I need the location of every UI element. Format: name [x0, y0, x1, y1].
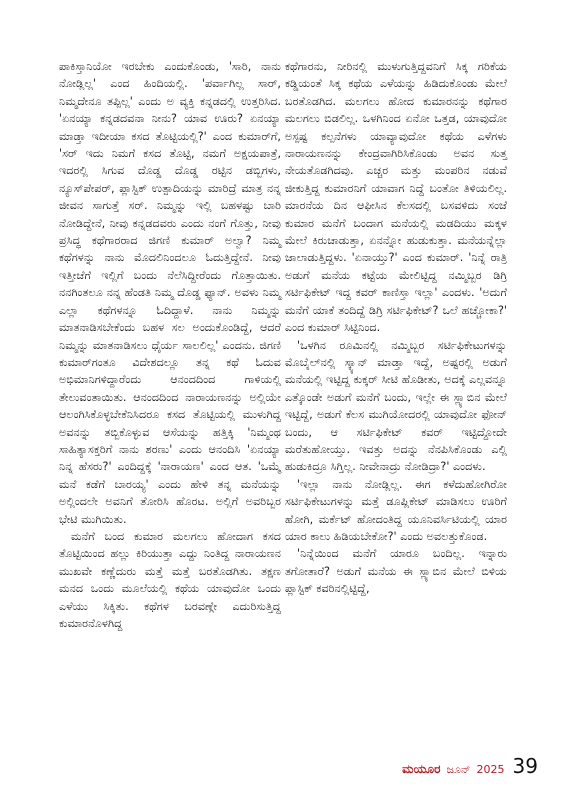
- paragraph: 'ನಿನ್ನೆಯಿಂದ ಮನೆಗೆ ಯಾರೂ ಬಂದಿಲ್ಲ. ಇನ್ನಾರು ತಗೋತಾರೆ? ಅಡುಗೆ ಮನೆಯ ಈ ಸ್ಲ್ಯಾಬಿನ ಮೇಲೆ ಬಿಳಿಯ ಪ್ಲಾಸ್ಟಿಕ್ ಕವರಿನಲ್ಲಿಟ್ಟಿದ್ದೆ,: [285, 547, 507, 596]
- paragraph: ಪಾಕಿಸ್ತಾನಿಯೋ ಇರಬೇಕು ಎಂದುಕೊಂಡು, 'ಸಾರಿ, ನಾನು ನೋಡ್ಲಿಲ್ಲ' ಎಂದ ಹಿಂದಿಯಲ್ಲಿ. 'ಪರ್ವಾಗಿಲ್ಲ ಸಾರ್, ನಿಮ್ಮದೇನೂ ತಪ್ಪಿಲ್ಲ' ಎಂದು ಅ ವ್ಯಕ್ತಿ ಕನ್ನಡದಲ್ಲಿ ಉತ್ತರಿಸಿದ. 'ಏನಯ್ಯಾ ಕನ್ನಡದವನಾ ನೀನು? ಯಾವ ಊರು? ಏನಯ್ಯಾ ಮಾಡ್ತಾ ಇದೀಯಾ ಕಸದ ತೊಟ್ಟಿಯಲ್ಲಿ?' ಎಂದ ಕುಮಾರ್‌ಗೆ, 'ಸರ್ ಇದು ನಿಮಗೆ ಕಸದ ತೊಟ್ಟಿ, ನಮಗೆ ಅಕ್ಷಯಪಾತ್ರೆ, ಇದರಲ್ಲಿ ಸಿಗುವ ದೊಡ್ಡ ದೊಡ್ಡ ರಟ್ಟಿನ ಡಬ್ಬಿಗಳು, ನ್ಯೂಸ್‌ಪೇಪರ್, ಪ್ಲಾಸ್ಟಿಕ್ ಉತ್ಪಾದಿಯನ್ನು ಮಾರಿದ್ರೆ ಮಾತ್ರ ನನ್ನ ಜೀವನ ಸಾಗುತ್ತೆ ಸರ್. ನಿಮ್ಮನ್ನು ಇಲ್ಲಿ ಬಹಳಷ್ಟು ಬಾರಿ ನೋಡಿದ್ದೇನೆ, ನೀವು ಕನ್ನಡದವರು ಎಂದು ನಂಗೆ ಗೊತ್ತು, ನೀವು ಪ್ರಸಿದ್ಧ ಕಥೆಗಾರರಾದ ಜಿಗಣಿ ಕುಮಾರ್ ಅಲ್ವಾ? ನಿಮ್ಮ ಕಥೆಗಳನ್ನು ನಾನು ಮೊದಲಿನಿಂದಲೂ ಓದುತ್ತಿದ್ದೇನೆ. ನೀವು ಇತ್ತೀಚೆಗೆ ಇಲ್ಲಿಗೆ ಬಂದು ನೆಲೆಸಿದ್ದೀರೆಂದು ಗೊತ್ತಾಯಿತು. ನನಗಿಂತಲೂ ನನ್ನ ಹೆಂಡತಿ ನಿಮ್ಮ ದೊಡ್ಡ ಫ್ಯಾನ್. ಅವಳು ನಿಮ್ಮ ಎಲ್ಲಾ ಕಥೆಗಳನ್ನೂ ಓದಿದ್ದಾಳೆ. ನಾನು ನಿಮ್ಮನ್ನು ಮಾತನಾಡಿಸಬೇಕೆಂದು ಬಹಳ ಸಲ ಅಂದುಕೊಂಡಿದ್ದೆ, ಆದರೆ ನಿಮ್ಮನ್ನು ಮಾತನಾಡಿಸಲು ಧೈರ್ಯ ಸಾಲಲಿಲ್ಲ' ಎಂದನು. ಜಿಗಣಿ ಕುಮಾರ್‌ಗಂತೂ ವಿದೇಶದಲ್ಲೂ ತನ್ನ ಕಥೆ ಓದುವ ಅಭಿಮಾನಿಗಳಿದ್ದಾರೆಂದು ಆನಂದದಿಂದ ಗಾಳಿಯಲ್ಲಿ ತೇಲುವಂತಾಯಿತು. ಆನಂದದಿಂದ ನಾರಾಯಣನನ್ನು ಅಲ್ಲಿಯೇ ಆಲಂಗಿಸಿಕೊಳ್ಳಬೇಕೆನಿಸಿದರೂ ಕಸದ ತೊಟ್ಟಿಯಲ್ಲಿ ಮುಳುಗಿದ್ದ ಅವನನ್ನು ತಬ್ಬಿಕೊಳ್ಳುವ ಆಸೆಯನ್ನು ಹತ್ತಿಕ್ಕಿ 'ನಿಮ್ಮಂಥ ಸಾಹಿತ್ಯಾಸಕ್ತರಿಗೆ ನಾನು ಶರಣು' ಎಂದು ಆನಂದಿಸಿ 'ಏನಯ್ಯಾ ನಿನ್ನ ಹೆಸರು?' ಎಂದಿದ್ದಕ್ಕೆ 'ನಾರಾಯಣ' ಎಂದ ಆತ. 'ಒಮ್ಮೆ ಮನೆ ಕಡೆಗೆ ಬಾರಯ್ಯ' ಎಂದು ಹೇಳಿ ತನ್ನ ಮನೆಯನ್ನು ಅಲ್ಲಿಂದಲೇ ಅವನಿಗೆ ತೋರಿಸಿ ಹೊರಟ. ಅಲ್ಲಿಗೆ ಅವರಿಬ್ಬರ ಭೇಟಿ ಮುಗಿಯಿತು.: [59, 60, 281, 526]
- paragraph: 'ಒಳಗಿನ ರೂಮಿನಲ್ಲಿ ನಮ್ಮಿಬ್ಬರ ಸರ್ಟಿಫಿಕೇಟುಗಳನ್ನು ಮೊಬೈಲ್‌ನಲ್ಲಿ ಸ್ಕ್ಯಾನ್ ಮಾಡ್ತಾ ಇದ್ದೆ, ಅಷ್ಟರಲ್ಲಿ ಅಡುಗೆ ಮನೆಯಲ್ಲಿ ಇಟ್ಟಿದ್ದ ಕುಕ್ಕರ್ ಸೀಟಿ ಹೊಡೀತು, ಅದಕ್ಕೆ ಎಲ್ಲವನ್ನೂ ಎತ್ಕೊಂಡೇ ಅಡುಗೆ ಮನೆಗೆ ಬಂದು, ಇಲ್ಲೇ ಈ ಸ್ಲ್ಯಾಬಿನ ಮೇಲೆ ಇಟ್ಟಿದ್ದೆ, ಅಡುಗೆ ಕೆಲಸ ಮುಗಿಯೋದರಲ್ಲಿ ಯಾವುದೋ ಫೋನ್ ಬಂದು, ಆ ಸರ್ಟಿಫಿಕೇಟ್ ಕವರ್ ಇಟ್ಟಿದ್ದೋದೇ ಮರೆತುಹೋಯ್ತು. ಇವತ್ತು ಅದನ್ನು ನೆನಪಿಸಿಕೊಂಡು ಎಲ್ಲಿ ಹುಡುಕಿದ್ರೂ ಸಿಗ್ತಿಲ್ಲ. ನೀವೇನಾದ್ರು ನೋಡಿದ್ರಾ?' ಎಂದಳು.: [285, 338, 507, 474]
- paragraph: ಮನೆಗೆ ಬಂದ ಕುಮಾರ ಮಲಗಲು ಹೋದಾಗ ಕಸದ ತೊಟ್ಟಿಯಿಂದ ಹಲ್ಲು ಕಿರಿಯುತ್ತಾ ಎದ್ದು ನಿಂತಿದ್ದ ನಾರಾಯಣನ ಮುಖವೇ ಕಣ್ಣೆದುರು ಮತ್ತೆ ಮತ್ತೆ ಬರತೊಡಗಿತು. ತಕ್ಷಣ ಮನದ ಒಂದು ಮೂಲೆಯಲ್ಲಿ ಕಥೆಯ ಯಾವುದೋ ಒಂದು ಎಳೆಯು ಸಿಕ್ಕಿತು. ಕಥೆಗಳ ಬರವಣ್ಗೇ ಎದುರಿಸುತ್ತಿದ್ದ ಕುಮಾರನೊಳಗಿದ್ದ: [59, 529, 281, 630]
- left-text-column: [59, 58, 281, 632]
- page-number: 39: [512, 754, 538, 778]
- paragraph: ಕಥೆಗಾರನು, ನೀರಿನಲ್ಲಿ ಮುಳುಗುತ್ತಿದ್ದವನಿಗೆ ಸಿಕ್ಕ ಗರಿಕೆಯ ಕಡ್ಡಿಯಂತೆ ಸಿಕ್ಕ ಕಥೆಯ ಎಳೆಯನ್ನು ಹಿಡಿದುಕೊಂಡು ಮೇಲೆ ಬರತೊಡಗಿದ. ಮಲಗಲು ಹೋದ ಕುಮಾರನನ್ನು ಕಥೆಗಾರ ಮಲಗಲು ಬಿಡಲಿಲ್ಲ. ಒಳಗಿನಿಂದ ಏನೋ ಒತ್ತಡ, ಯಾವುದೋ ಅಸ್ಪಷ್ಟ ಕಲ್ಪನೆಗಳು ಯಾವ್ಯಾವುದೋ ಕಥೆಯ ಎಳೆಗಳು ನಾರಾಯಣನನ್ನು ಕೇಂದ್ರವಾಗಿರಿಸಿಕೊಂಡು ಅವನ ಸುತ್ತ ನೇಯತೊಡಗಿದವು. ಎಚ್ಚರ ಮತ್ತು ಮಂಪರಿನ ನಡುವೆ ಜೀಕುತ್ತಿದ್ದ ಕುಮಾರನಿಗೆ ಯಾವಾಗ ನಿದ್ದೆ ಬಂತೋ ತಿಳಿಯಲಿಲ್ಲ. ಮಾರನೆಯ ದಿನ ಆಫೀಸಿನ ಕೆಲಸದಲ್ಲಿ ಬಸವಳಿದು ಸಂಜೆ ಕುಮಾರ ಮನೆಗೆ ಬಂದಾಗ ಮನೆಯಲ್ಲಿ ಮಡದಿಯು ಮಕ್ಕಳ ಮೇಲೆ ಕಿರುಚಾಡುತ್ತಾ, ಏನನ್ನೋ ಹುಡುಕುತ್ತಾ. ಮನೆಯನ್ನೆಲ್ಲಾ ಜಾಲಾಡುತ್ತಿದ್ದಳು. 'ಏನಾಯ್ತು?' ಎಂದ ಕುಮಾರ್. 'ನಿನ್ನೆ ರಾತ್ರಿ ಅಡುಗೆ ಮನೆಯ ಕಟ್ಟೆಯ ಮೇಲಿಟ್ಟಿದ್ದ ನಮ್ಮಿಬ್ಬರ ಡಿಗ್ರಿ ಸರ್ಟಿಫಿಕೇಟ್ ಇದ್ದ ಕವರ್ ಕಾಣಿಸ್ತಾ ಇಲ್ಲಾ' ಎಂದಳು. 'ಅದುಗೆ ಮನೆಗೆ ಯಾಕೆ ತಂದಿದ್ದೆ ಡಿಗ್ರಿ ಸರ್ಟಿಫಿಕೇಟ್? ಒಲೆ ಹಚ್ಚೋಕಾ?' ಎಂದ ಕುಮಾರ್ ಸಿಟ್ಟಿನಿಂದ.: [285, 60, 507, 335]
- issue-month: ಜೂನ್: [446, 763, 471, 776]
- magazine-name: ಮಯೂರ: [402, 762, 441, 776]
- page-footer: [402, 754, 538, 778]
- paragraph: 'ಇಲ್ಲಾ ನಾನು ನೋಡ್ಲಿಲ್ಲ. ಈಗ ಕಳೆದುಹೋಗಿರೋ ಸರ್ಟಿಫಿಕೇಟುಗಳನ್ನು ಮತ್ತೆ ಡೂಪ್ಲಿಕೇಟ್ ಮಾಡಿಸಲು ಊರಿಗೆ ಹೋಗಿ, ಮರ್ಕೆಟ್ ಹೋದಂತಿದ್ದ ಯೂನಿವರ್ಸಿಟಿಯಲ್ಲಿ ಯಾರ ಯಾರ ಕಾಲು ಹಿಡಿಯಬೇಕೋ?' ಎಂದು ಅವಲತ್ತುಕೊಂಡ.: [285, 477, 507, 543]
- right-text-column: [285, 58, 507, 598]
- issue-year: 2025: [476, 763, 505, 776]
